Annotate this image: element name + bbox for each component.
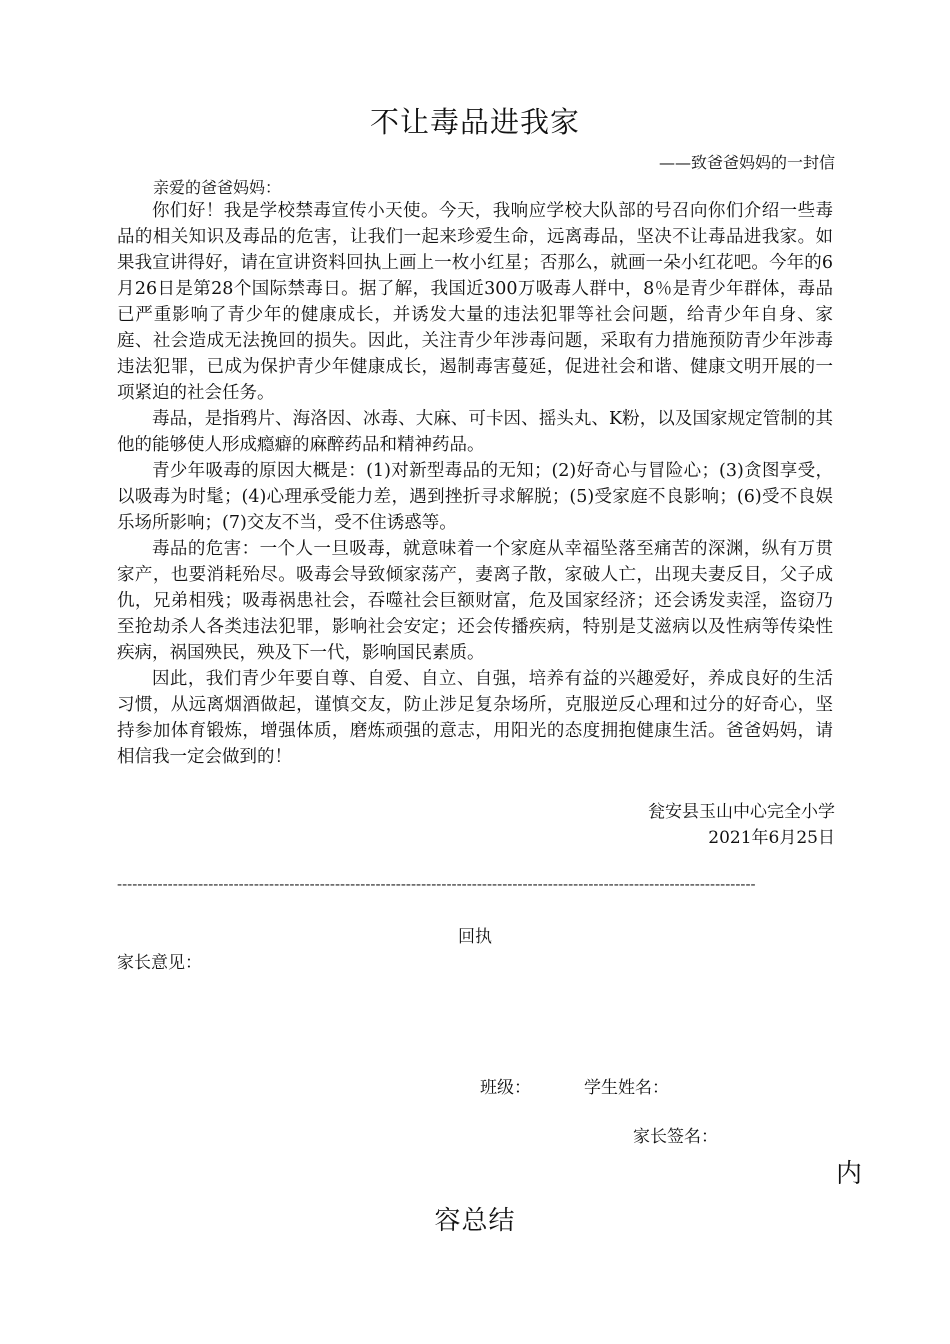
receipt-title: 回执 <box>458 927 492 947</box>
footer-text: 容总结 <box>434 1206 516 1236</box>
school-name: 瓮安县玉山中心完全小学 <box>648 802 835 822</box>
letter-date: 2021年6月25日 <box>708 828 835 848</box>
parent-signature-label: 家长签名： <box>633 1127 718 1147</box>
body-paragraph-4: 毒品的危害：一个人一旦吸毒，就意味着一个家庭从幸福坠落至痛苦的深渊，纵有万贯家产，也要消耗殆尽。吸毒会导致倾家荡产，妻离子散，家破人亡，出现夫妻反目，父子成仇，兄弟相残；吸毒祸患社会，吞噬社会巨额财富，危及国家经济；还会诱发卖淫，盗窃乃至抢劫杀人各类违法犯罪，影响社会安定；还会传播疾病，特别是艾滋病以及性病等传染性疾病，祸国殃民，殃及下一代，影响国民素质。 <box>117 539 833 663</box>
class-label: 班级： <box>480 1078 531 1098</box>
letter-greeting: 亲爱的爸爸妈妈： <box>153 178 282 197</box>
letter-subtitle: ——致爸爸妈妈的一封信 <box>658 153 835 172</box>
body-paragraph-1: 你们好！我是学校禁毒宣传小天使。今天，我响应学校大队部的号召向你们介绍一些毒品的相关知识及毒品的危害，让我们一起来珍爱生命，远离毒品，坚决不让毒品进我家。如果我宣讲得好，请在宣讲资料回执上画上一枚小红星；否那么，就画一朵小红花吧。今年的6月26日是第28个国际禁毒日。据了解，我国近300万吸毒人群中，8％是青少年群体，毒品已严重影响了青少年的健康成长，并诱发大量的违法犯罪等社会问题，给青少年自身、家庭、社会造成无法挽回的损失。因此，关注青少年涉毒问题，采取有力措施预防青少年涉毒违法犯罪，已成为保护青少年健康成长，遏制毒害蔓延，促进社会和谐、健康文明开展的一项紧迫的社会任务。 <box>117 201 833 403</box>
body-paragraph-2: 毒品，是指鸦片、海洛因、冰毒、大麻、可卡因、摇头丸、K粉，以及国家规定管制的其他的能够使人形成瘾癖的麻醉药品和精神药品。 <box>117 409 833 455</box>
footer-char: 内 <box>836 1159 863 1189</box>
student-name-label: 学生姓名： <box>584 1078 669 1098</box>
cut-line-divider: ------------------------------------------------------------------------------------------------------------------------------ <box>117 875 756 893</box>
body-paragraph-3: 青少年吸毒的原因大概是：(1)对新型毒品的无知；(2)好奇心与冒险心；(3)贪图享受，以吸毒为时髦；(4)心理承受能力差，遇到挫折寻求解脱；(5)受家庭不良影响；(6)受不良娱乐场所影响；(7)交友不当，受不住诱惑等。 <box>117 461 833 533</box>
letter-title: 不让毒品进我家 <box>369 105 580 139</box>
letter-body <box>117 198 833 770</box>
parent-opinion-label: 家长意见： <box>117 953 202 973</box>
body-paragraph-5: 因此，我们青少年要自尊、自爱、自立、自强，培养有益的兴趣爱好，养成良好的生活习惯，从远离烟酒做起，谨慎交友，防止涉足复杂场所，克服逆反心理和过分的好奇心，坚持参加体育锻炼，增强体质，磨炼顽强的意志，用阳光的态度拥抱健康生活。爸爸妈妈，请相信我一定会做到的！ <box>117 669 833 767</box>
